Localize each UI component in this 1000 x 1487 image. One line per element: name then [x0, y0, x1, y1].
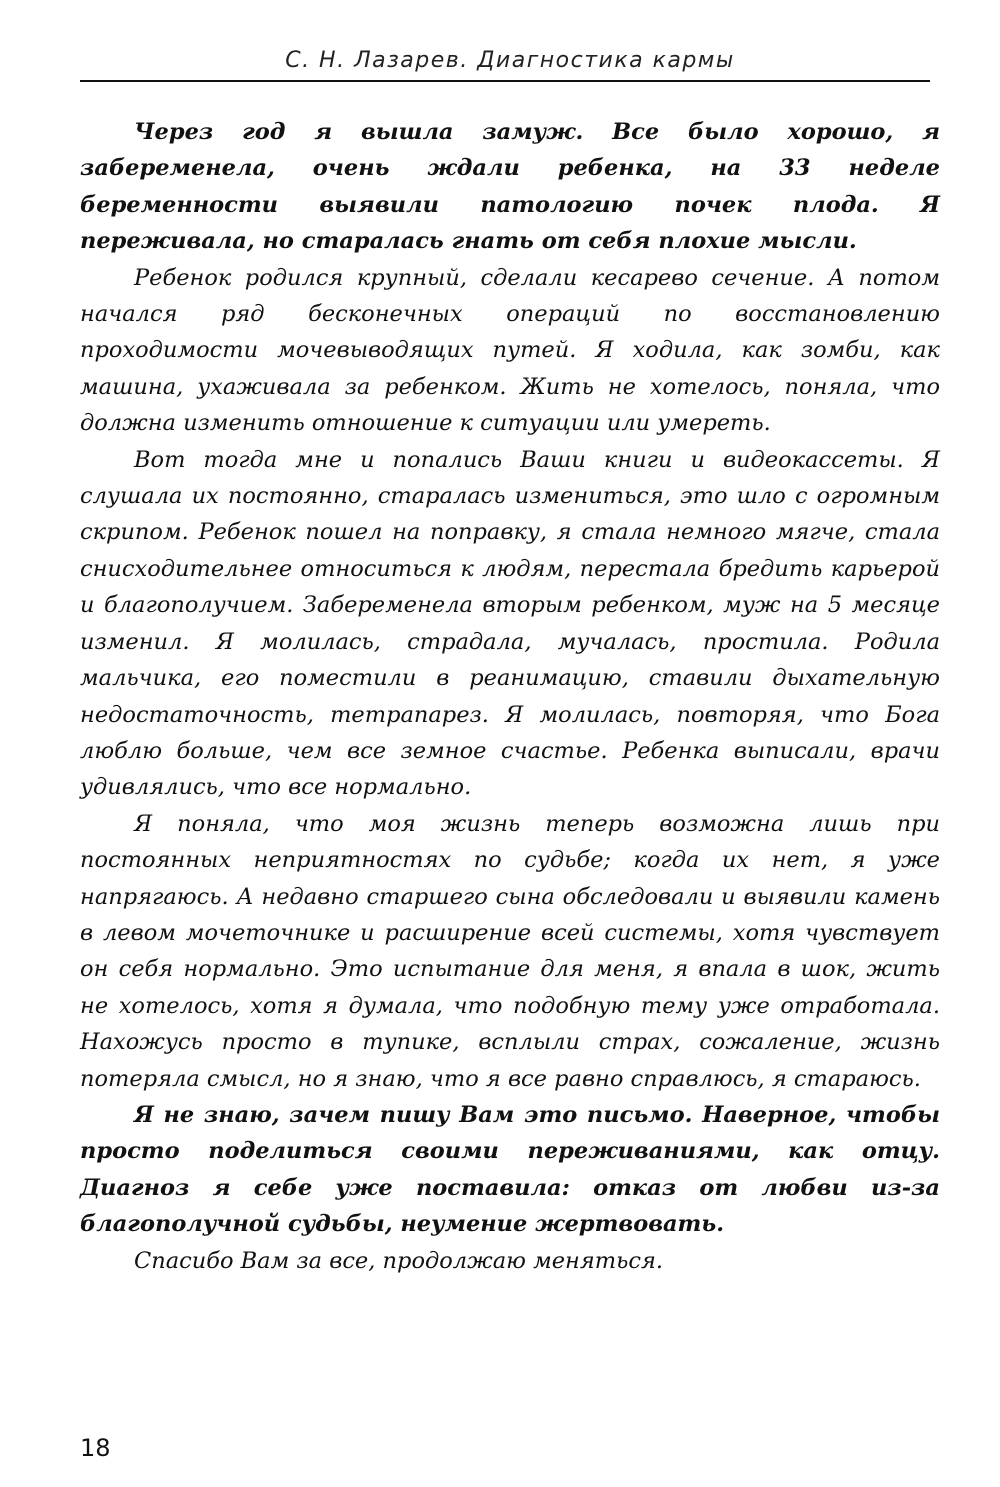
paragraph: Я не знаю, зачем пишу Вам это письмо. Наверное, чтобы просто поделиться своими переживаниями, как отцу. Диагноз я себе уже поставила: отказ от любви из-за благополучной судьбы, неумение жертвовать.	[80, 1101, 940, 1238]
paragraph: Ребенок родился крупный, сделали кесарево сечение. А потом начался ряд бесконечных операций по восстановлению проходимости мочевыводящих путей. Я ходила, как зомби, как машина, ухаживала за ребенком. Жить не хотелось, поняла, что должна изменить отношение к ситуации или умереть.	[80, 264, 940, 437]
paragraph: Я поняла, что моя жизнь теперь возможна лишь при постоянных неприятностях по судьбе; когда их нет, я уже напрягаюсь. А недавно старшего сына обследовали и выявили камень в левом мочеточнике и расширение всей системы, хотя чувствует он себя нормально. Это испытание для меня, я впала в шок, жить не хотелось, хотя я думала, что подобную тему уже отработала. Нахожусь просто в тупике, всплыли страх, сожаление, жизнь потеряла смысл, но я знаю, что я все равно справлюсь, я стараюсь.	[80, 810, 940, 1092]
paragraph: Вот тогда мне и попались Ваши книги и видеокассеты. Я слушала их постоянно, старалась измениться, это шло с огромным скрипом. Ребенок пошел на поправку, я стала немного мягче, стала снисходительнее относиться к людям, перестала бредить карьерой и благополучием. Забеременела вторым ребенком, муж на 5 месяце изменил. Я молилась, страдала, мучалась, простила. Родила мальчика, его поместили в реанимацию, ставили дыхательную недостаточность, тетрапарез. Я молилась, повторяя, что Бога люблю больше, чем все земное счастье. Ребенка выписали, врачи удивлялись, что все нормально.	[80, 446, 940, 801]
paragraph: Спасибо Вам за все, продолжаю меняться.	[134, 1247, 664, 1274]
page-body	[80, 114, 940, 1279]
header-rule	[80, 80, 930, 82]
page-number: 18	[80, 1434, 111, 1462]
running-header: С. Н. Лазарев. Диагностика кармы	[285, 48, 735, 73]
paragraph: Через год я вышла замуж. Все было хорошо, я забеременела, очень ждали ребенка, на 33 неделе беременности выявили патологию почек плода. Я переживала, но старалась гнать от себя плохие мысли.	[80, 119, 940, 255]
